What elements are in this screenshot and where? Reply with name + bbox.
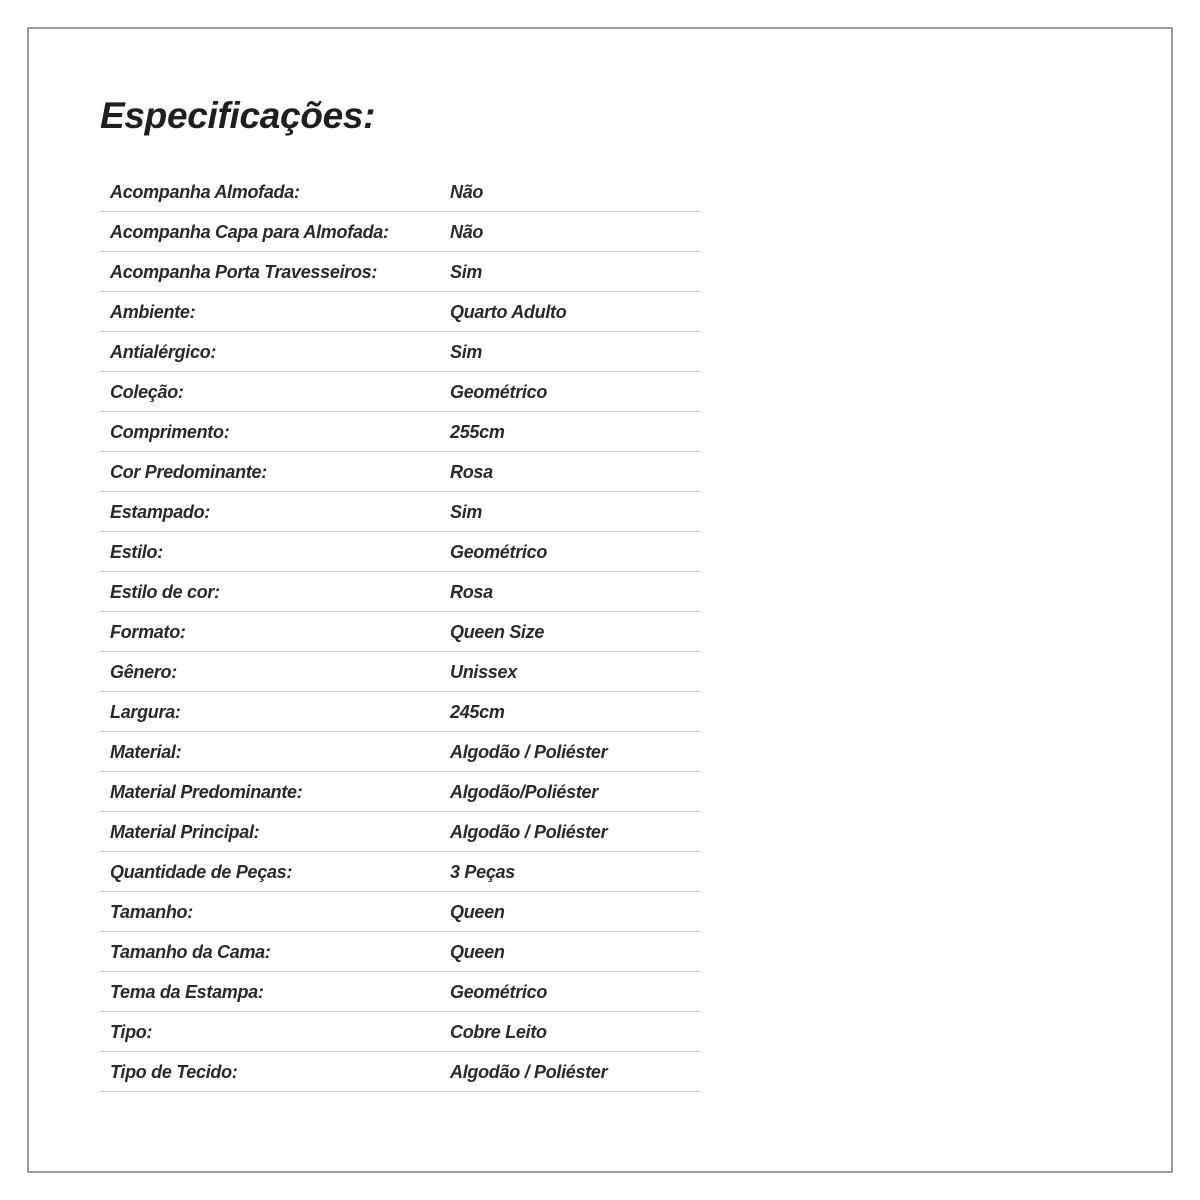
- spec-row: [100, 932, 700, 972]
- specifications-table: [100, 172, 700, 1092]
- spec-value: Algodão / Poliéster: [450, 1062, 608, 1082]
- spec-label: Material Predominante:: [110, 782, 303, 802]
- spec-row: [100, 332, 700, 372]
- spec-label: Coleção:: [110, 382, 184, 402]
- spec-label: Largura:: [110, 702, 181, 722]
- spec-row: [100, 212, 700, 252]
- spec-label: Estilo de cor:: [110, 582, 220, 602]
- spec-row: [100, 852, 700, 892]
- spec-label: Tema da Estampa:: [110, 982, 264, 1002]
- spec-label: Comprimento:: [110, 422, 230, 442]
- spec-value: Queen Size: [450, 622, 545, 642]
- spec-value: Rosa: [450, 462, 493, 482]
- spec-value: Cobre Leito: [450, 1022, 547, 1042]
- spec-label: Material Principal:: [110, 822, 260, 842]
- spec-row: [100, 412, 700, 452]
- spec-row: [100, 372, 700, 412]
- spec-row: [100, 172, 700, 212]
- spec-value: Não: [450, 182, 484, 202]
- spec-row: [100, 772, 700, 812]
- page-title: Especificações:: [100, 95, 376, 136]
- spec-value: Geométrico: [450, 542, 548, 562]
- spec-row: [100, 732, 700, 772]
- spec-value: Geométrico: [450, 982, 548, 1002]
- spec-row: [100, 1012, 700, 1052]
- spec-row: [100, 292, 700, 332]
- spec-label: Acompanha Almofada:: [110, 182, 300, 202]
- spec-label: Tamanho da Cama:: [110, 942, 271, 962]
- spec-label: Acompanha Capa para Almofada:: [110, 222, 389, 242]
- spec-value: Unissex: [450, 662, 517, 682]
- spec-row: [100, 572, 700, 612]
- spec-row: [100, 892, 700, 932]
- spec-label: Gênero:: [110, 662, 177, 682]
- spec-value: Sim: [450, 502, 483, 522]
- spec-value: Quarto Adulto: [450, 302, 567, 322]
- spec-label: Tipo de Tecido:: [110, 1062, 238, 1082]
- spec-label: Estampado:: [110, 502, 211, 522]
- spec-label: Antialérgico:: [110, 342, 217, 362]
- spec-value: Rosa: [450, 582, 493, 602]
- spec-label: Material:: [110, 742, 182, 762]
- spec-value: Algodão / Poliéster: [450, 742, 608, 762]
- spec-value: Sim: [450, 342, 483, 362]
- spec-label: Ambiente:: [110, 302, 196, 322]
- spec-label: Tamanho:: [110, 902, 193, 922]
- spec-row: [100, 532, 700, 572]
- spec-row: [100, 1052, 700, 1092]
- spec-row: [100, 612, 700, 652]
- spec-value: 255cm: [450, 422, 505, 442]
- spec-row: [100, 492, 700, 532]
- spec-row: [100, 972, 700, 1012]
- spec-row: [100, 692, 700, 732]
- spec-row: [100, 812, 700, 852]
- spec-label: Tipo:: [110, 1022, 153, 1042]
- spec-value: 3 Peças: [450, 862, 515, 882]
- spec-value: Sim: [450, 262, 483, 282]
- spec-row: [100, 252, 700, 292]
- spec-value: Algodão/Poliéster: [450, 782, 598, 802]
- spec-row: [100, 652, 700, 692]
- spec-value: Algodão / Poliéster: [450, 822, 608, 842]
- spec-value: Queen: [450, 902, 505, 922]
- spec-value: 245cm: [450, 702, 505, 722]
- spec-value: Geométrico: [450, 382, 548, 402]
- spec-row: [100, 452, 700, 492]
- spec-value: Não: [450, 222, 484, 242]
- spec-label: Acompanha Porta Travesseiros:: [110, 262, 378, 282]
- spec-value: Queen: [450, 942, 505, 962]
- spec-label: Formato:: [110, 622, 186, 642]
- spec-label: Quantidade de Peças:: [110, 862, 293, 882]
- spec-label: Cor Predominante:: [110, 462, 267, 482]
- spec-label: Estilo:: [110, 542, 163, 562]
